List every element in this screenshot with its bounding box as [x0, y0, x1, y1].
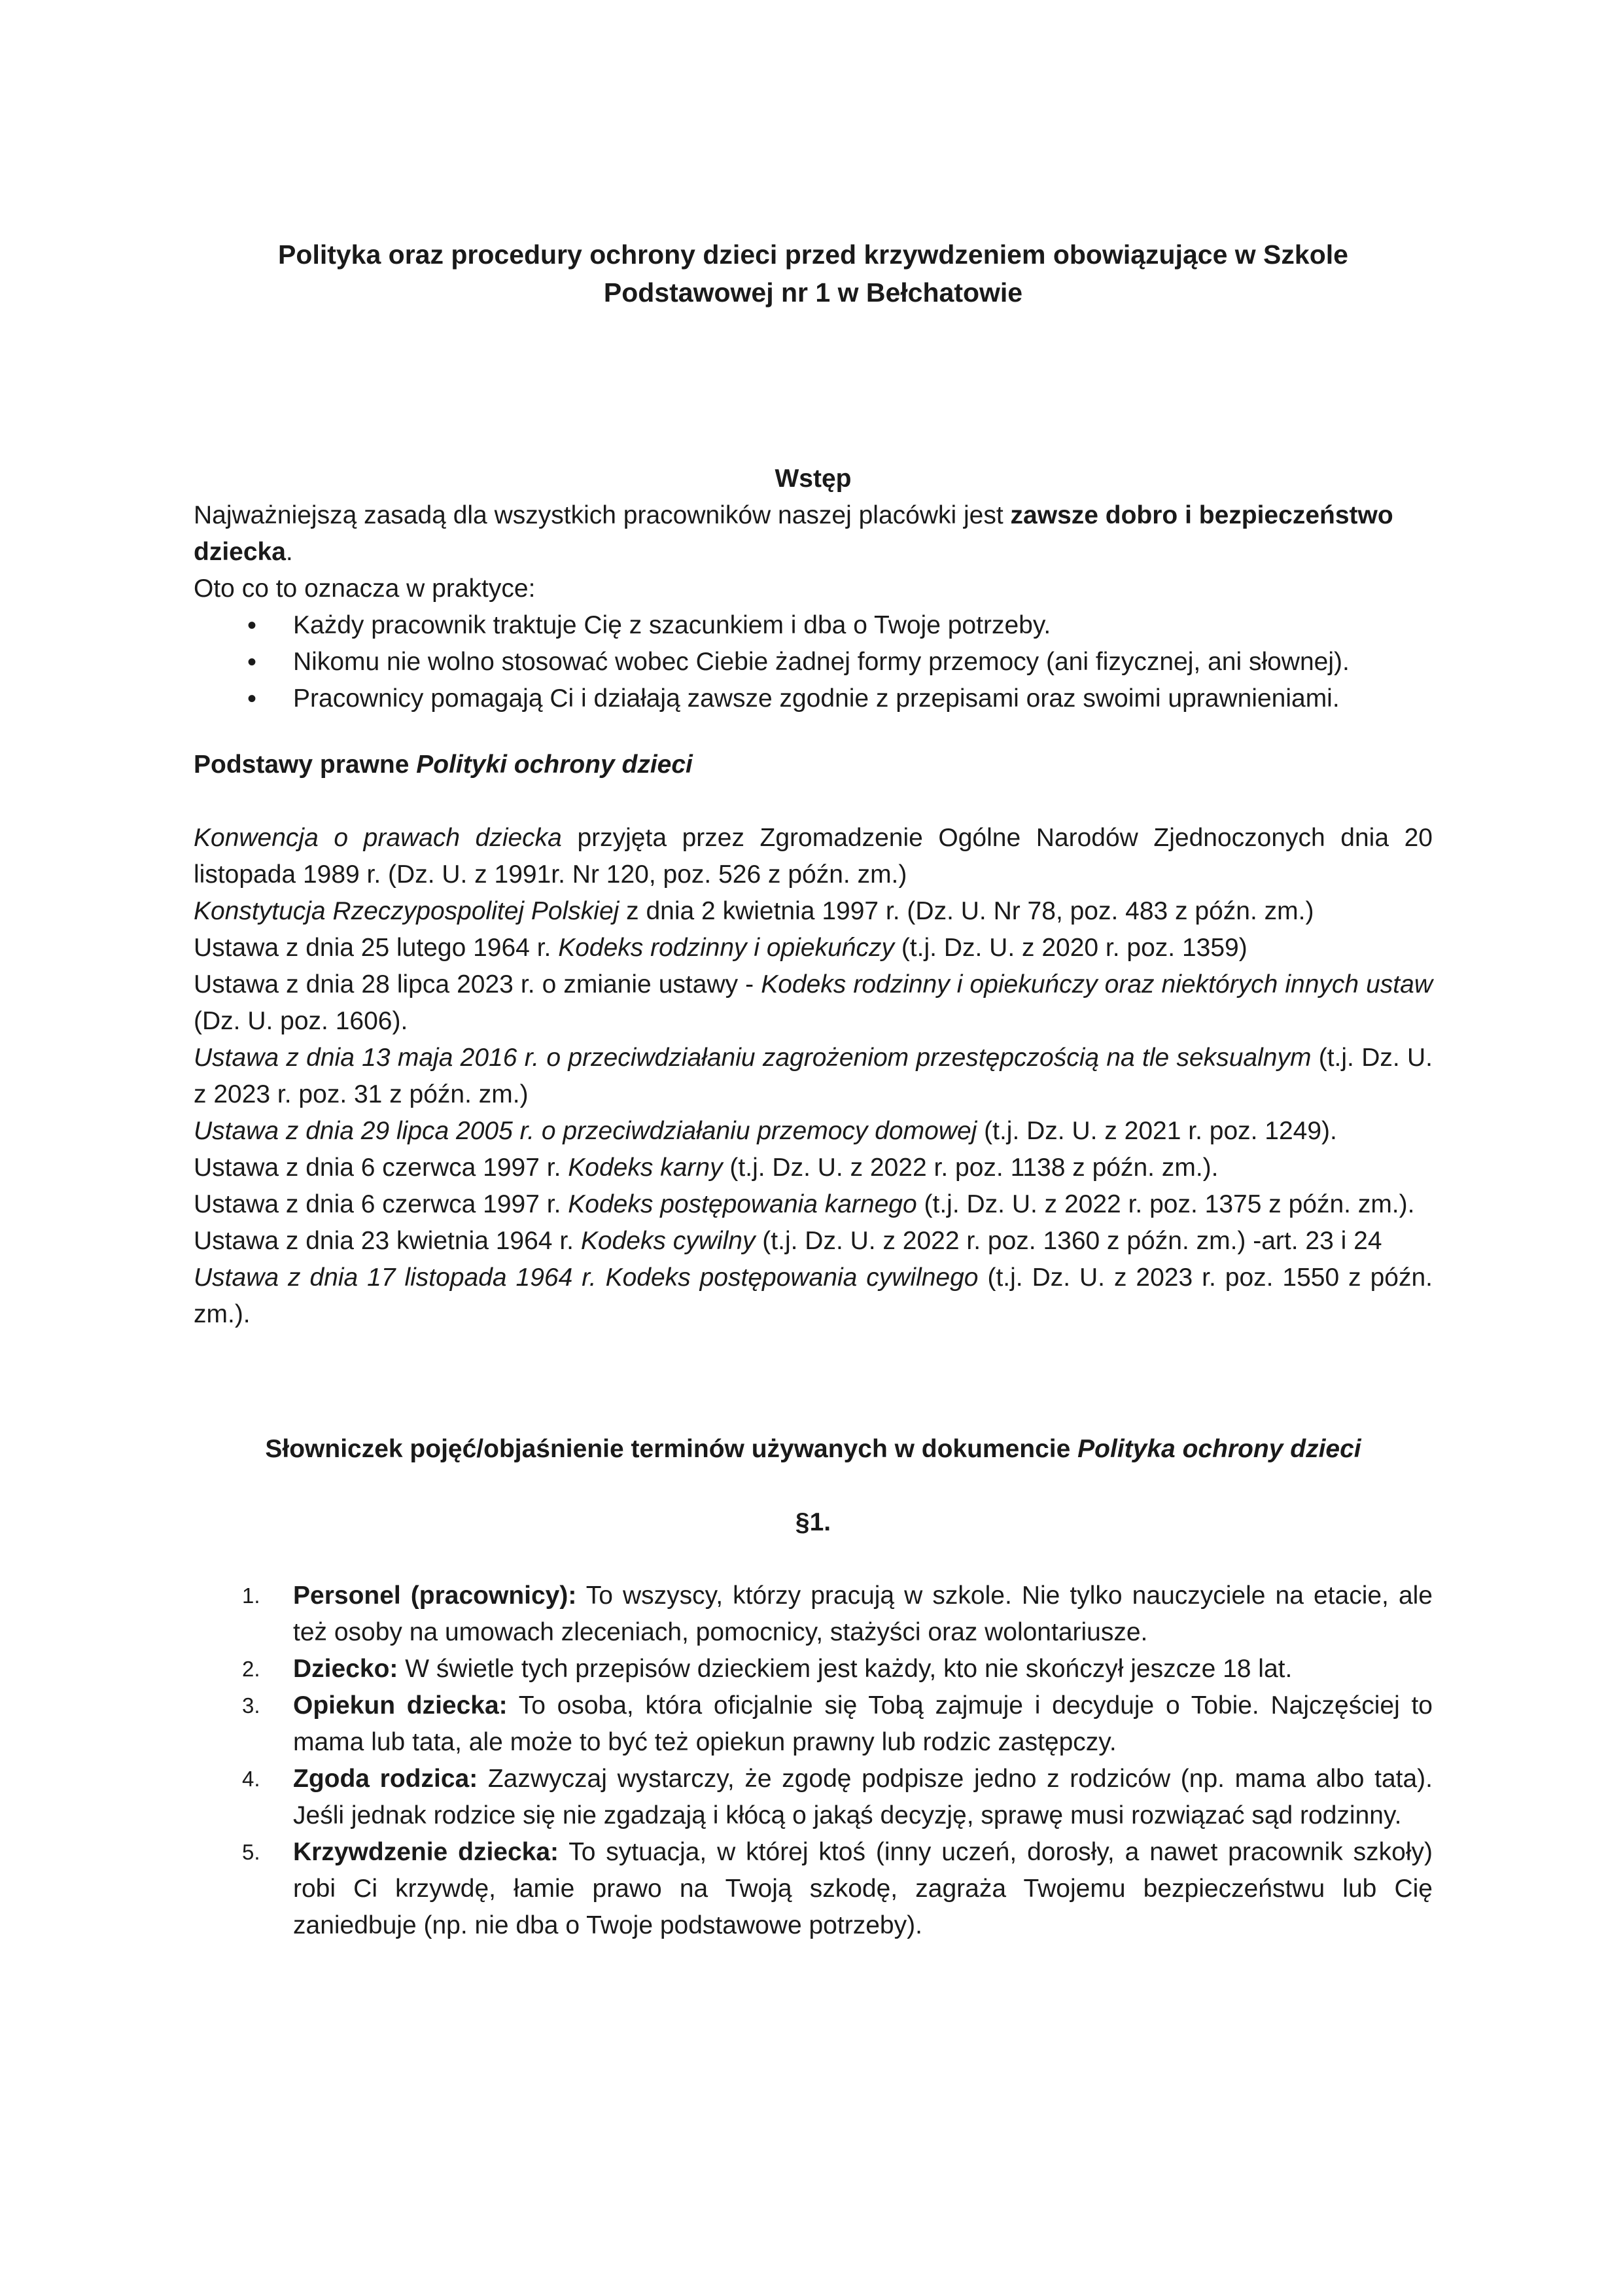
legal-act-prefix: Ustawa z dnia 28 lipca 2023 r. o zmianie ustawy - [194, 970, 761, 998]
intro-bold-text: zawsze dobro i bezpieczeństwo dziecka [194, 501, 1393, 566]
section-number: §1. [795, 1508, 831, 1536]
glossary-term: Zgoda rodzica: [293, 1765, 478, 1793]
legal-act-name: Konwencja o prawach dziecka [194, 824, 562, 852]
item-number: 4. [242, 1767, 260, 1791]
glossary-definition: To osoba, która oficjalnie się Tobą zajmuje i decyduje o Tobie. Najczęściej to mama lub tata, ale może to być też opiekun prawny lub rodzic zastępczy. [293, 1691, 1433, 1756]
glossary-section [194, 1431, 1433, 1944]
title-line-1: Polityka oraz procedury ochrony dzieci przed krzywdzeniem obowiązujące w Szkole [278, 239, 1348, 270]
legal-act-name: Kodeks karny [568, 1154, 723, 1182]
legal-act-details: (t.j. Dz. U. z 2020 r. poz. 1359) [894, 934, 1248, 962]
legal-act-name: Kodeks rodzinny i opiekuńczy oraz niektórych innych ustaw [761, 970, 1433, 998]
glossary-definition: To sytuacja, w której ktoś (inny uczeń, dorosły, a nawet pracownik szkoły) robi Ci krzywdę, łamie prawo na Twoją szkodę, zagraża Twojemu bezpieczeństwu lub Cię zaniedbuje (np. nie dba o Twoje podstawowe potrzeby). [293, 1838, 1433, 1939]
glossary-term: Opiekun dziecka: [293, 1691, 508, 1720]
legal-heading-italic: Polityki ochrony dzieci [416, 751, 693, 779]
legal-section [194, 747, 1433, 1333]
title-line-2: Podstawowej nr 1 w Bełchatowie [603, 277, 1023, 308]
glossary-term: Personel (pracownicy): [293, 1581, 577, 1610]
legal-item [194, 820, 1433, 893]
legal-act-prefix: Ustawa z dnia 25 lutego 1964 r. [194, 934, 559, 962]
legal-item [194, 1260, 1433, 1333]
legal-act-details: (t.j. Dz. U. z 2022 r. poz. 1360 z późn. zm.) -art. 23 i 24 [755, 1227, 1382, 1255]
legal-item [194, 966, 1433, 1040]
legal-act-details: przyjęta przez Zgromadzenie Ogólne Narodów Zjednoczonych dnia 20 listopada 1989 r. (Dz. U. z 1991r. Nr 120, poz. 526 z późn. zm.) [194, 824, 1433, 889]
intro-paragraph [194, 497, 1433, 571]
intro-text-end: . [285, 538, 293, 566]
legal-act-prefix: Ustawa z dnia 23 kwietnia 1964 r. [194, 1227, 581, 1255]
bullet-item: • Pracownicy pomagają Ci i działają zawsze zgodnie z przepisami oraz swoimi uprawnieniami. [293, 680, 1433, 717]
legal-act-name: Ustawa z dnia 13 maja 2016 r. o przeciwdziałaniu zagrożeniom przestępczością na tle seksualnym [194, 1044, 1312, 1072]
glossary-term: Dziecko: [293, 1655, 398, 1683]
legal-act-details: (t.j. Dz. U. z 2023 r. poz. 1550 z późn. zm.). [194, 1263, 1433, 1328]
legal-item [194, 1186, 1433, 1223]
document-page [194, 236, 1433, 1944]
glossary-definition: Zazwyczaj wystarczy, że zgodę podpisze jedno z rodziców (np. mama albo tata). Jeśli jednak rodzice się nie zgadzają i kłócą o jakąś decyzję, sprawę musi rozwiązać sąd rodzinny. [293, 1765, 1433, 1829]
glossary-item [242, 1651, 1433, 1687]
legal-item [194, 1223, 1433, 1260]
intro-section [194, 461, 1433, 717]
glossary-item [242, 1578, 1433, 1651]
intro-text: Najważniejszą zasadą dla wszystkich pracowników naszej placówki jest [194, 501, 1011, 529]
item-number: 2. [242, 1657, 260, 1681]
legal-act-name: Kodeks rodzinny i opiekuńczy [558, 934, 894, 962]
legal-heading-text: Podstawy prawne [194, 751, 417, 779]
intro-heading: Wstęp [775, 465, 852, 493]
intro-lead: Oto co to oznacza w praktyce: [194, 574, 536, 603]
legal-item [194, 893, 1433, 930]
glossary-item [242, 1834, 1433, 1944]
glossary-heading-italic: Polityka ochrony dzieci [1077, 1435, 1361, 1463]
bullet-item: • Nikomu nie wolno stosować wobec Ciebie żadnej formy przemocy (ani fizycznej, ani słownej). [293, 644, 1433, 680]
legal-act-name: Kodeks cywilny [580, 1227, 756, 1255]
legal-item [194, 1150, 1433, 1186]
glossary-definition: W świetle tych przepisów dzieckiem jest każdy, kto nie skończył jeszcze 18 lat. [398, 1655, 1293, 1683]
intro-bullet-list [194, 607, 1433, 717]
legal-heading [194, 747, 1433, 783]
legal-item [194, 1040, 1433, 1113]
legal-item [194, 930, 1433, 966]
legal-act-details: (Dz. U. poz. 1606). [194, 1007, 408, 1035]
legal-act-details: (t.j. Dz. U. z 2023 r. poz. 31 z późn. zm.) [194, 1044, 1433, 1108]
item-number: 5. [242, 1840, 260, 1864]
legal-act-prefix: Ustawa z dnia 6 czerwca 1997 r. [194, 1190, 568, 1218]
document-title [194, 236, 1433, 311]
item-number: 3. [242, 1693, 260, 1718]
legal-act-details: (t.j. Dz. U. z 2022 r. poz. 1138 z późn. zm.). [722, 1154, 1219, 1182]
glossary-definition: To wszyscy, którzy pracują w szkole. Nie tylko nauczyciele na etacie, ale też osoby na umowach zleceniach, pomocnicy, stażyści oraz wolontariusze. [293, 1581, 1433, 1646]
legal-act-details: (t.j. Dz. U. z 2021 r. poz. 1249). [977, 1117, 1337, 1145]
legal-act-name: Ustawa z dnia 29 lipca 2005 r. o przeciwdziałaniu przemocy domowej [194, 1117, 977, 1145]
glossary-term: Krzywdzenie dziecka: [293, 1838, 559, 1866]
legal-act-name: Konstytucja Rzeczypospolitej Polskiej [194, 897, 620, 925]
glossary-heading-text: Słowniczek pojęć/objaśnienie terminów używanych w dokumencie [265, 1435, 1078, 1463]
glossary-item [242, 1761, 1433, 1834]
bullet-item: • Każdy pracownik traktuje Cię z szacunkiem i dba o Twoje potrzeby. [293, 607, 1433, 644]
legal-act-name: Kodeks postępowania karnego [568, 1190, 917, 1218]
legal-act-details: z dnia 2 kwietnia 1997 r. (Dz. U. Nr 78, poz. 483 z późn. zm.) [619, 897, 1314, 925]
glossary-heading [194, 1431, 1433, 1468]
legal-act-name: Ustawa z dnia 17 listopada 1964 r. Kodeks postępowania cywilnego [194, 1263, 979, 1292]
legal-act-prefix: Ustawa z dnia 6 czerwca 1997 r. [194, 1154, 568, 1182]
legal-act-details: (t.j. Dz. U. z 2022 r. poz. 1375 z późn. zm.). [916, 1190, 1415, 1218]
item-number: 1. [242, 1583, 260, 1608]
glossary-item [242, 1687, 1433, 1761]
glossary-list [194, 1578, 1433, 1944]
legal-item [194, 1113, 1433, 1150]
